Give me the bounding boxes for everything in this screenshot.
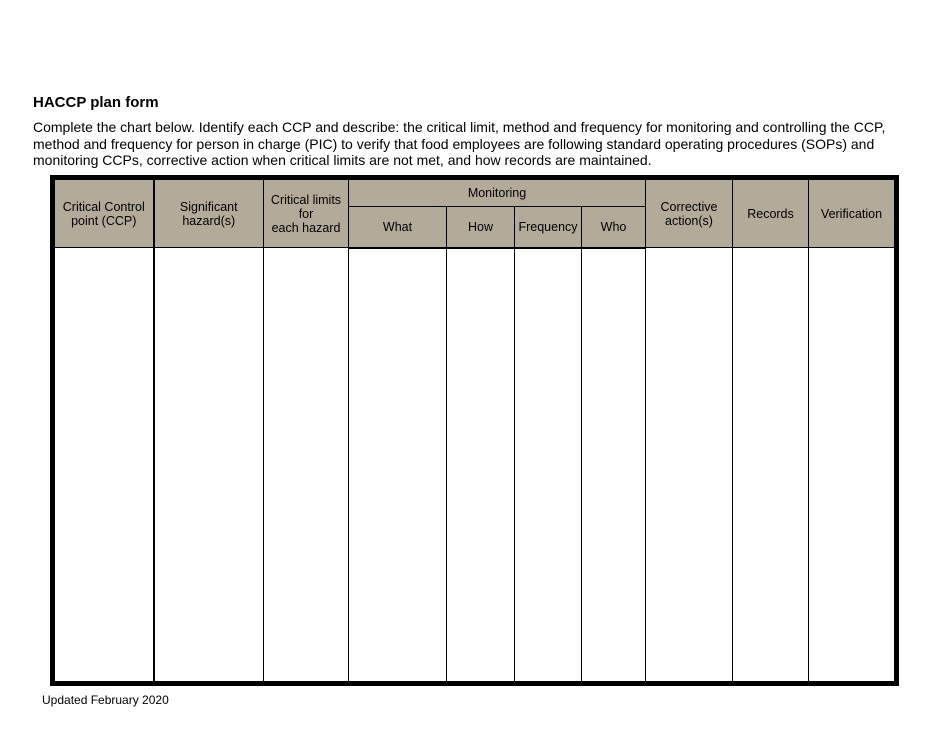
cell-significant-hazards[interactable] [154, 248, 264, 682]
cell-verification[interactable] [809, 248, 895, 682]
header-how: How [447, 207, 515, 248]
header-what: What [349, 207, 447, 248]
cell-who[interactable] [582, 248, 646, 682]
form-title: HACCP plan form [33, 94, 159, 111]
header-who: Who [582, 207, 646, 248]
table-row [55, 248, 895, 682]
cell-how[interactable] [447, 248, 515, 682]
haccp-plan-table [50, 175, 899, 686]
cell-corrective-actions[interactable] [646, 248, 733, 682]
header-significant-hazards: Significant hazard(s) [154, 180, 264, 248]
header-critical-limits [264, 180, 349, 248]
header-records: Records [733, 180, 809, 248]
cell-records[interactable] [733, 248, 809, 682]
header-critical-limits-line3: each hazard [271, 220, 341, 235]
instructions-text: Complete the chart below. Identify each CCP and describe: the critical limit, method and frequency for monitoring and controlling the CCP, method and frequency for person in charge (PIC) to verify that food employees are following standard operating procedures (SOPs) and monitoring CCPs, corrective action when critical limits are not met, and how records are maintained. [33, 119, 886, 168]
header-monitoring: Monitoring [349, 180, 646, 207]
header-frequency: Frequency [515, 207, 582, 248]
cell-what[interactable] [349, 248, 447, 682]
cell-ccp[interactable] [55, 248, 154, 682]
header-corrective-actions: Corrective action(s) [646, 180, 733, 248]
header-verification: Verification [809, 180, 895, 248]
updated-date: Updated February 2020 [42, 693, 169, 707]
header-critical-limits-line2: for [298, 206, 314, 221]
header-critical-limits-line1: Critical limits [270, 192, 342, 207]
cell-frequency[interactable] [515, 248, 582, 682]
header-ccp: Critical Control point (CCP) [55, 180, 154, 248]
cell-critical-limits[interactable] [264, 248, 349, 682]
